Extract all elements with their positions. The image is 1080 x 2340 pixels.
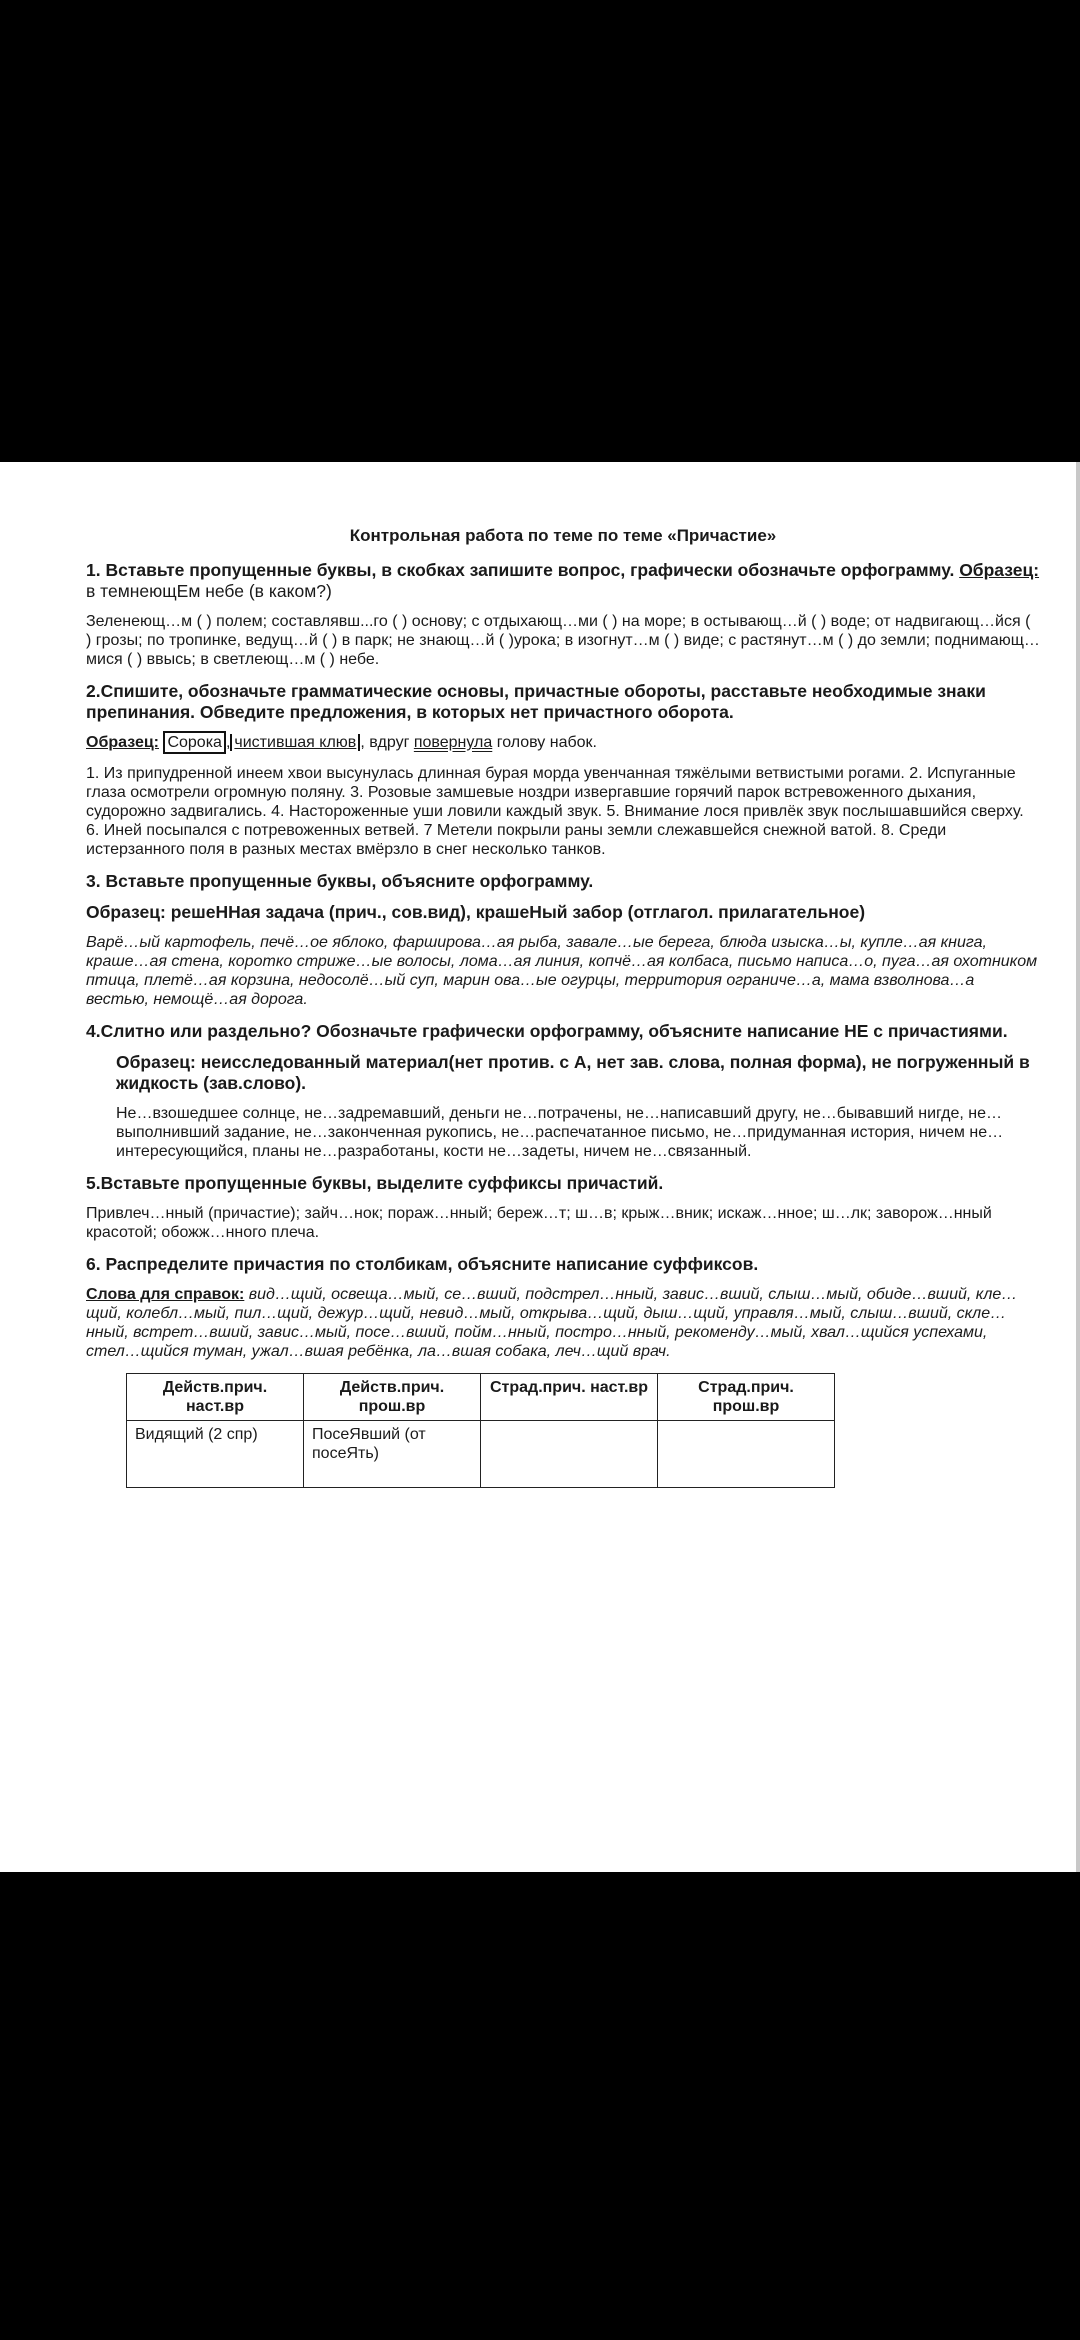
task3-heading: 3. Вставьте пропущенные буквы, объясните орфограмму. <box>86 871 594 891</box>
worksheet-page <box>0 462 1080 1872</box>
task2-sample-subject: Сорока <box>163 731 226 754</box>
task4-body: Не…взошедшее солнце, не…задремавший, деньги не…потрачены, не…написавший другу, не…бывавший нигде, не…выполнивший задание, не…законченная рукопись, не…распечатанное письмо, не…придуманная история, ничем не…интересующийся, планы не…разработаны, кости не…задеты, ничем не…связанный. <box>116 1105 1004 1160</box>
task2-sample-predicate: повернула <box>413 734 493 751</box>
task4-heading: 4.Слитно или раздельно? Обозначьте графически орфограмму, объясните написание НЕ с причастиями. <box>86 1021 1008 1041</box>
task2-sample: Образец: Сорока , чистившая клюв , вдруг повернула голову набок. <box>86 733 1040 752</box>
task6-heading: 6. Распределите причастия по столбикам, объясните написание суффиксов. <box>86 1254 759 1274</box>
task1-body: Зеленеющ…м ( ) полем; составлявш...го ( ) основу; с отдыхающ…ми ( ) на море; в остывающ…й ( ) воде; от надвигающ…йся ( ) грозы; по тропинке, ведущ…й ( ) в парк; не знающ…й ( )урока; в изогнут…м ( ) виде; с растянут…м ( ) до земли; поднимающ…мися ( ) ввысь; в светлеющ…м ( ) небе. <box>86 613 1040 668</box>
table-header: Действ.прич. прош.вр <box>304 1374 481 1421</box>
table-header: Действ.прич. наст.вр <box>127 1374 304 1421</box>
task1-heading <box>86 560 1040 602</box>
table-header: Страд.прич. наст.вр <box>481 1374 658 1421</box>
table-cell: ПосеЯвший (от посеЯть) <box>304 1421 481 1488</box>
task5-body: Привлеч…нный (причастие); зайч…нок; пораж…нный; береж…т; ш…в; крыж…вник; искаж…нное; ш…лк; заворож…нный красотой; обожж…нного плеча. <box>86 1205 992 1241</box>
task2-sample-phrase: чистившая клюв <box>230 734 360 751</box>
table-cell: Видящий (2 спр) <box>127 1421 304 1488</box>
task2-body: 1. Из припудренной инеем хвои высунулась длинная бурая морда увенчанная тяжёлыми ветвистыми рогами. 2. Испуганные глаза осмотрели огромную поляну. 3. Розовые замшевые ноздри извергавшие горячий парок встревоженного дыхания, судорожно задвигались. 4. Настороженные уши ловили каждый звук. 5. Внимание лося привлёк звук послышавшийся сверху. 6. Иней посыпался с потревоженных ветвей. 7 Метели покрыли раны земли слежавшейся снежной ватой. 8. Среди истерзанного поля в разных местах вмёрзло в снег несколько танков. <box>86 765 1024 858</box>
task6-ref-label: Слова для справок: <box>86 1286 245 1303</box>
task1-sample-label: Образец: <box>959 560 1040 580</box>
table-header: Страд.прич. прош.вр <box>658 1374 835 1421</box>
task3-sample: Образец: решеННая задача (прич., сов.вид), крашеНый забор (отглагол. прилагательное) <box>86 902 866 922</box>
task1-heading-text: 1. Вставьте пропущенные буквы, в скобках запишите вопрос, графически обозначьте орфограмму. <box>86 560 955 580</box>
task2-sample-label: Образец: <box>86 734 159 751</box>
task1-sample-text: в темнеющЕм небе (в каком?) <box>86 581 332 601</box>
task3-body: Варё…ый картофель, печё…ое яблоко, фарширова…ая рыба, завале…ые берега, блюда изыска…ы, купле…ая книга, краше…ая стена, коротко стриже…ые волосы, лома…ая линия, копчё…ая колбаса, письмо написа…о, пуга…ая охотником птица, плетё…ая корзина, недосолё…ый суп, марин ова…ые огурцы, территория ограниче…а, мама взволнова…а вестью, немощё…ая дорога. <box>86 934 1038 1008</box>
table-cell <box>658 1421 835 1488</box>
task5-heading: 5.Вставьте пропущенные буквы, выделите суффиксы причастий. <box>86 1173 664 1193</box>
task4-sample: Образец: неисследованный материал(нет против. с А, нет зав. слова, полная форма), не погруженный в жидкость (зав.слово). <box>116 1052 1030 1093</box>
task2-sample-rest1: , вдруг <box>360 734 414 751</box>
task2-heading: 2.Спишите, обозначьте грамматические основы, причастные обороты, расставьте необходимые знаки препинания. Обведите предложения, в которых нет причастного оборота. <box>86 681 986 722</box>
participle-table <box>126 1373 835 1488</box>
task6-ref-body: вид…щий, освеща…мый, се…вший, подстрел…нный, завис…вший, слыш…мый, обиде…вший, кле…щий, колебл…мый, пил…щий, дежур…щий, невид…мый, открыва…щий, дыш…щий, управля…мый, слыш…вший, скле…нный, встрет…вший, завис…мый, посе…вший, пойм…нный, постро…нный, рекоменду…мый, хвал…щийся успехами, стел…щийся туман, ужал…вшая ребёнка, ла…вшая собака, леч…щий врач. <box>86 1286 1018 1360</box>
page-title: Контрольная работа по теме по теме «Причастие» <box>349 526 777 545</box>
task6-reference <box>86 1285 1040 1361</box>
page-edge <box>1076 462 1080 1872</box>
table-row <box>127 1421 835 1488</box>
table-cell <box>481 1421 658 1488</box>
table-header-row <box>127 1374 835 1421</box>
task2-sample-rest2: голову набок. <box>492 734 597 751</box>
